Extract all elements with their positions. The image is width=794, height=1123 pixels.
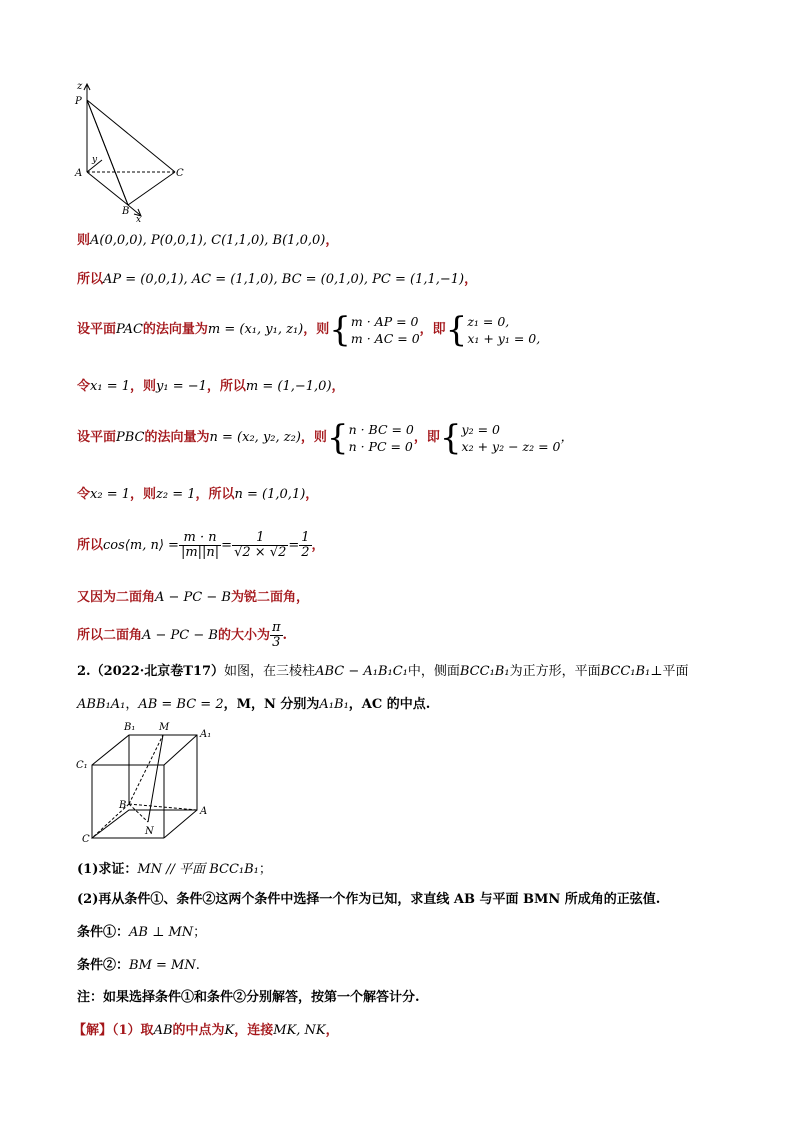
text: 的大小为 bbox=[217, 628, 270, 643]
dihedral-angle: A − PC − B bbox=[155, 590, 231, 605]
text: ，所以 bbox=[206, 379, 246, 394]
equation: y₂ = 0 bbox=[461, 421, 500, 437]
text: ，即 bbox=[413, 430, 440, 445]
punct: . bbox=[195, 958, 200, 973]
left-brace: { bbox=[439, 417, 462, 458]
numerator: π bbox=[271, 620, 281, 635]
punct: ， bbox=[560, 430, 574, 445]
solution-line-normal-pac bbox=[77, 309, 541, 350]
vertex-c-label: C bbox=[176, 168, 184, 179]
condition-label: 条件②： bbox=[77, 958, 130, 973]
equation: m · AC = 0 bbox=[350, 330, 420, 346]
fraction bbox=[299, 531, 311, 560]
text: 令 bbox=[77, 379, 91, 394]
solution-line-answer bbox=[77, 618, 287, 654]
math: MN // 平面 BCC₁B₁ bbox=[137, 862, 259, 877]
text: 所以 bbox=[77, 538, 104, 553]
equation-system bbox=[462, 421, 561, 455]
scoring-note: 注：如果选择条件①和条件②分别解答，按第一个解答计分. bbox=[77, 990, 420, 1005]
solution-line-normal-pbc bbox=[77, 417, 574, 458]
text: ，所以 bbox=[195, 487, 235, 502]
equals: = bbox=[221, 538, 233, 553]
plane-name: PBC bbox=[116, 430, 145, 445]
segment-name: A₁B₁ bbox=[319, 697, 349, 712]
math: n = (1,0,1) bbox=[234, 487, 306, 502]
vertex-a-label: A bbox=[200, 806, 208, 817]
math: BM = MN bbox=[129, 958, 196, 973]
equation: n · PC = 0 bbox=[348, 438, 413, 454]
text: 平面 bbox=[662, 664, 689, 679]
punct: ， bbox=[125, 697, 139, 712]
equation: m · AP = 0 bbox=[350, 313, 419, 329]
text: 为锐二面角， bbox=[230, 590, 309, 605]
problem-number: 2.（2022·北京卷T17） bbox=[77, 664, 225, 679]
denominator: 3 bbox=[272, 635, 281, 650]
denominator: |m||n| bbox=[180, 545, 220, 560]
text-ze: 则 bbox=[77, 233, 91, 248]
axis-z-label: z bbox=[77, 81, 83, 92]
text: 又因为二面角 bbox=[77, 590, 156, 605]
text: 中，侧面 bbox=[407, 664, 460, 679]
math: AB bbox=[153, 1023, 173, 1038]
problem-stem-line1 bbox=[77, 663, 689, 681]
math: AB ⊥ MN bbox=[129, 925, 194, 940]
text: 为正方形，平面 bbox=[509, 664, 601, 679]
condition-2 bbox=[77, 957, 200, 975]
vertex-p-label: P bbox=[75, 96, 82, 107]
dihedral-angle: A − PC − B bbox=[142, 628, 218, 643]
fraction bbox=[232, 531, 288, 560]
punct: ， bbox=[325, 1023, 339, 1038]
point-coordinates: A(0,0,0), P(0,0,1), C(1,1,0), B(1,0,0) bbox=[90, 233, 326, 248]
numerator: 1 bbox=[232, 531, 288, 546]
math: x₂ = 1 bbox=[90, 487, 130, 502]
text: ，即 bbox=[419, 322, 446, 337]
text: 令 bbox=[77, 487, 91, 502]
punct: ， bbox=[331, 379, 345, 394]
length-equation: AB = BC = 2 bbox=[138, 697, 224, 712]
text: ，则 bbox=[300, 430, 327, 445]
fraction bbox=[270, 621, 283, 650]
equation-system bbox=[467, 313, 540, 347]
fraction bbox=[179, 531, 221, 560]
solution-line-coordinates bbox=[77, 232, 338, 250]
equation-system bbox=[351, 313, 420, 347]
left-brace: { bbox=[445, 309, 468, 350]
vertex-c1-label: C₁ bbox=[76, 760, 88, 771]
math: K bbox=[224, 1023, 235, 1038]
vertex-c-label: C bbox=[82, 834, 90, 843]
face-name: BCC₁B₁ bbox=[600, 664, 651, 679]
punct: ， bbox=[311, 538, 325, 553]
axis-y-label: y bbox=[92, 155, 98, 165]
math: MK, NK bbox=[273, 1023, 326, 1038]
question-1 bbox=[77, 861, 272, 879]
numerator: 1 bbox=[301, 530, 310, 545]
numerator: m · n bbox=[179, 531, 221, 546]
punct: ， bbox=[464, 272, 478, 287]
point-m-label: M bbox=[159, 722, 170, 733]
punct: . bbox=[282, 628, 288, 643]
question-2: (2)再从条件①、条件②这两个条件中选择一个作为已知，求直线 AB 与平面 BMN 所成角的正弦值. bbox=[77, 892, 661, 907]
normal-vector-n: n = (x₂, y₂, z₂) bbox=[209, 430, 301, 445]
math: x₁ = 1 bbox=[90, 379, 130, 394]
pyramid-figure bbox=[70, 80, 190, 225]
text: （1）取 bbox=[112, 1023, 154, 1038]
text: 所以二面角 bbox=[77, 628, 143, 643]
equation-system bbox=[349, 421, 414, 455]
text-suoyi: 所以 bbox=[77, 272, 104, 287]
text: ，AC 的中点. bbox=[348, 697, 431, 712]
text: ，M，N 分别为 bbox=[223, 697, 320, 712]
prism-figure bbox=[72, 718, 222, 843]
vertex-b-label: B bbox=[119, 800, 127, 811]
left-brace: { bbox=[329, 309, 351, 350]
equation: z₁ = 0, bbox=[467, 313, 510, 329]
face-name: ABB₁A₁ bbox=[77, 697, 126, 712]
vertex-a1-label: A₁ bbox=[200, 729, 212, 740]
solution-line-vectors bbox=[77, 271, 477, 289]
face-name: BCC₁B₁ bbox=[459, 664, 510, 679]
point-n-label: N bbox=[145, 826, 154, 837]
left-brace: { bbox=[326, 417, 349, 458]
question-label: (1)求证： bbox=[77, 862, 138, 877]
text: ，则 bbox=[130, 487, 157, 502]
equation: x₂ + y₂ − z₂ = 0 bbox=[461, 438, 561, 454]
solution-line-cosine bbox=[77, 527, 325, 565]
text: ，则 bbox=[303, 322, 330, 337]
cosine-expr: cos⟨m, n⟩ = bbox=[103, 538, 179, 553]
punct: ， bbox=[305, 487, 319, 502]
text: ，连接 bbox=[234, 1023, 274, 1038]
solution-start bbox=[73, 1022, 339, 1040]
solution-line-acute bbox=[77, 589, 309, 607]
axis-x-label: x bbox=[136, 215, 142, 225]
solution-line-set-x1 bbox=[77, 378, 345, 396]
prism-name: ABC − A₁B₁C₁ bbox=[315, 664, 408, 679]
solution-tag: 【解】 bbox=[73, 1023, 113, 1038]
math: y₁ = −1 bbox=[156, 379, 207, 394]
text: 如图，在三棱柱 bbox=[224, 664, 316, 679]
normal-vector-m: m = (x₁, y₁, z₁) bbox=[207, 322, 304, 337]
vertex-a-label: A bbox=[75, 168, 83, 179]
equals: = bbox=[288, 538, 300, 553]
text: 的中点为 bbox=[172, 1023, 225, 1038]
condition-label: 条件①： bbox=[77, 925, 130, 940]
equation: n · BC = 0 bbox=[348, 421, 414, 437]
solution-line-set-x2 bbox=[77, 486, 318, 504]
text: ，则 bbox=[130, 379, 157, 394]
punct: ； bbox=[193, 925, 207, 940]
text: 设平面 bbox=[77, 430, 117, 445]
text: 设平面 bbox=[77, 322, 117, 337]
math: m = (1,−1,0) bbox=[245, 379, 332, 394]
denominator: √2 × √2 bbox=[234, 545, 287, 560]
math: z₂ = 1 bbox=[156, 487, 196, 502]
vector-values: AP = (0,0,1), AC = (1,1,0), BC = (0,1,0), PC = (1,1,−1) bbox=[103, 272, 465, 287]
plane-name: PAC bbox=[116, 322, 143, 337]
punct: ； bbox=[258, 862, 272, 877]
punct: ， bbox=[325, 233, 339, 248]
problem-stem-line2 bbox=[77, 696, 430, 714]
condition-1 bbox=[77, 924, 206, 942]
equation: x₁ + y₁ = 0, bbox=[467, 330, 541, 346]
text: 的法向量为 bbox=[144, 430, 210, 445]
vertex-b-label: B bbox=[122, 206, 130, 217]
vertex-b1-label: B₁ bbox=[124, 722, 136, 733]
perp-symbol: ⊥ bbox=[650, 664, 663, 679]
denominator: 2 bbox=[301, 545, 310, 560]
text: 的法向量为 bbox=[142, 322, 208, 337]
